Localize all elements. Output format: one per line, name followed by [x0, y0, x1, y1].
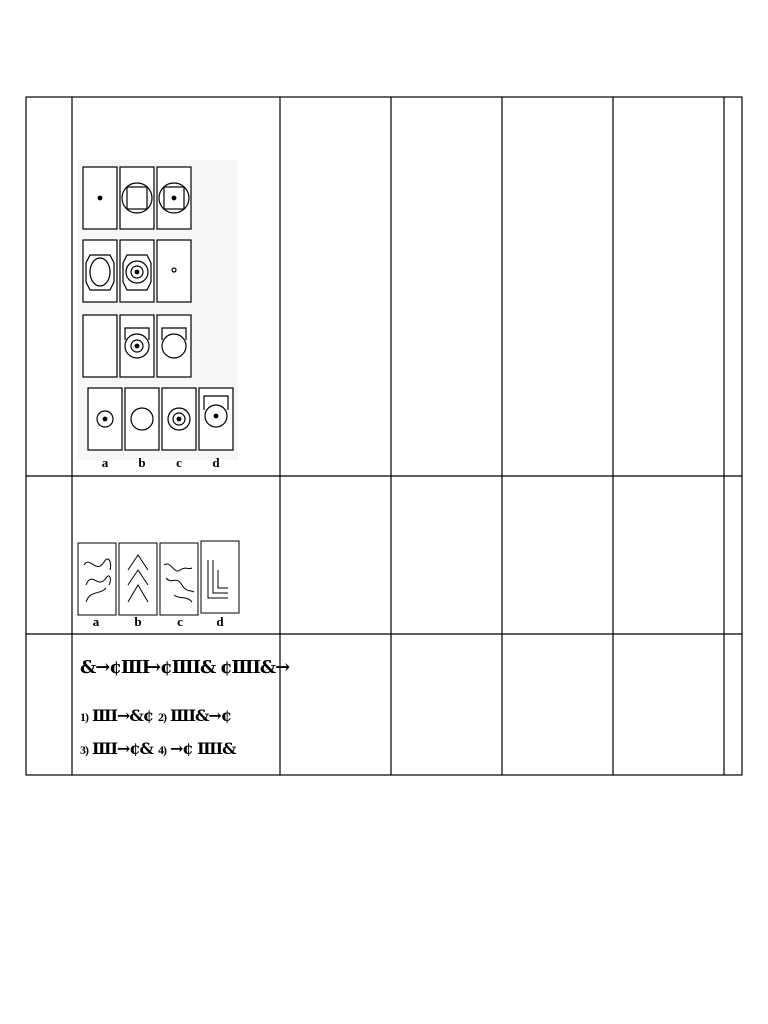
option-text: ⅢⅠ&→¢	[170, 706, 231, 725]
option-label-b: b	[138, 455, 146, 470]
option-label-c: c	[176, 455, 182, 470]
option-label-d: d	[212, 455, 220, 470]
answer-option-3[interactable]	[80, 739, 153, 758]
option-text: ⅢⅠ→&¢	[92, 706, 153, 725]
matrix-puzzle-figure	[78, 160, 238, 460]
answer-option-1[interactable]	[80, 706, 153, 725]
sequence-term-2: →¢ⅢⅠ&	[146, 657, 216, 678]
option-number: 3)	[80, 743, 88, 757]
sequence-term-1: &→¢ⅢⅠ	[80, 657, 150, 678]
option-number: 2)	[158, 710, 166, 724]
option-label-b: b	[134, 614, 142, 629]
option-text: →¢ ⅢⅠ&	[170, 739, 236, 758]
odd-one-out-figure	[76, 540, 242, 618]
sequence-term-3: ¢ⅢⅠ&→	[220, 657, 290, 678]
option-label-d: d	[216, 614, 224, 629]
option-label-a: a	[92, 614, 100, 629]
answer-option-4[interactable]	[158, 739, 236, 758]
option-number: 1)	[80, 710, 88, 724]
option-label-c: c	[177, 614, 183, 629]
option-label-a: a	[101, 455, 109, 470]
option-text: ⅢⅠ→¢&	[92, 739, 153, 758]
answer-option-2[interactable]	[158, 706, 231, 725]
option-number: 4)	[158, 743, 166, 757]
